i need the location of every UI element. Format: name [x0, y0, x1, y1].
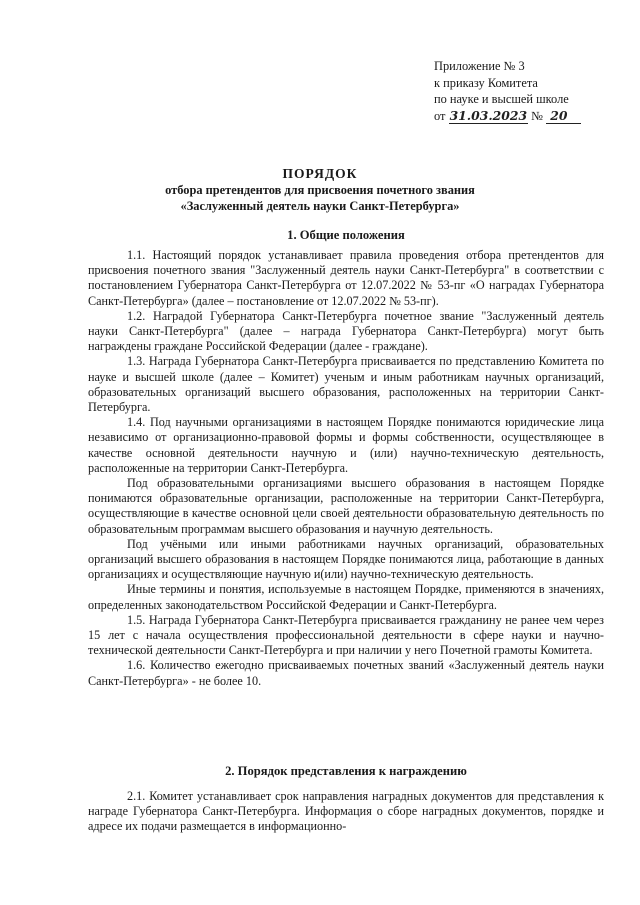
document-title — [80, 165, 560, 214]
paragraph-1-4-scientists: Под учёными или иными работниками научных организаций, образовательных организаций высшего образования в настоящем Порядке понимаются лица, работающие в данных организациях и осуществляющие научную и(или) научно-техническую деятельность. — [88, 536, 604, 582]
paragraph-1-4: 1.4. Под научными организациями в настоящем Порядке понимаются юридические лица независимо от организационно-правовой формы и формы собственности, осуществляющее в качестве основной деятельности научную и (или) научно-техническую деятельность, расположенные на территории Санкт-Петербурга. — [88, 415, 604, 475]
section-2-body — [88, 789, 604, 835]
paragraph-1-3: 1.3. Награда Губернатора Санкт-Петербурга присваивается по представлению Комитета по науке и высшей школе (далее – Комитет) ученым и иным работникам научных организаций, образовательных организаций высшего образования, расположенных на территории Санкт-Петербурга. — [88, 354, 604, 415]
title-award-name: «Заслуженный деятель науки Санкт-Петербурга» — [180, 199, 460, 213]
title-subtitle: отбора претендентов для присвоения почетного звания — [165, 183, 475, 197]
paragraph-1-1: 1.1. Настоящий порядок устанавливает правила проведения отбора претендентов для присвоения почетного звания "Заслуженный деятель науки Санкт-Петербурга" в соответствии с постановлением Губернатора Санкт-Петербурга от 12.07.2022 № 53-пг «О наградах Губернатора Санкт-Петербурга» (далее – постановление от 12.07.2022 № 53-пг). — [88, 248, 604, 308]
appendix-committee: по науке и высшей школе — [434, 92, 569, 106]
paragraph-1-5: 1.5. Награда Губернатора Санкт-Петербурга присваивается гражданину не ранее чем через 15 лет с начала осуществления профессиональной деятельности в сфере науки и научно-технической деятельности Санкт-Петербурга и при наличии у него Почетной грамоты Комитета. — [88, 612, 604, 658]
title-main: ПОРЯДОК — [282, 166, 358, 181]
section-2-heading: 2. Порядок представления к награждению — [225, 764, 467, 778]
appendix-block — [434, 58, 614, 124]
paragraph-1-4-terms: Иные термины и понятия, используемые в настоящем Порядке, применяются в значениях, определенных законодательством Российской Федерации и Санкт-Петербурга. — [88, 582, 604, 612]
paragraph-1-6: 1.6. Количество ежегодно присваиваемых почетных званий «Заслуженный деятель науки Санкт-Петербурга» - не более 10. — [88, 658, 604, 688]
number-prefix: № — [531, 108, 544, 123]
appendix-number: Приложение № 3 — [434, 59, 525, 73]
section-1-body — [88, 248, 604, 689]
section-1-heading: 1. Общие положения — [287, 228, 405, 242]
paragraph-1-4-education: Под образовательными организациями высшего образования в настоящем Порядке понимаются образовательные организации, расположенные на территории Санкт-Петербурга, осуществляющие в качестве основной цели своей деятельности образовательную деятельность по образовательным программам высшего образования и научную деятельность. — [88, 476, 604, 536]
date-prefix: от — [434, 108, 446, 123]
paragraph-2-1: 2.1. Комитет устанавливает срок направления наградных документов для представления к награде Губернатора Санкт-Петербурга. Информация о сборе наградных документов, порядке и адресе их подачи размещается в информационно- — [88, 789, 604, 834]
handwritten-date: 31.03.2023 — [449, 107, 528, 123]
appendix-date-line — [434, 108, 614, 125]
appendix-order-ref: к приказу Комитета — [434, 75, 538, 90]
paragraph-1-2: 1.2. Наградой Губернатора Санкт-Петербурга почетное звание "Заслуженный деятель науки Санкт-Петербурга" (далее – награда Губернатора Санкт-Петербурга) могут быть награждены граждане Российской Федерации (далее - граждане). — [88, 308, 604, 354]
handwritten-number: 20 — [546, 108, 581, 124]
